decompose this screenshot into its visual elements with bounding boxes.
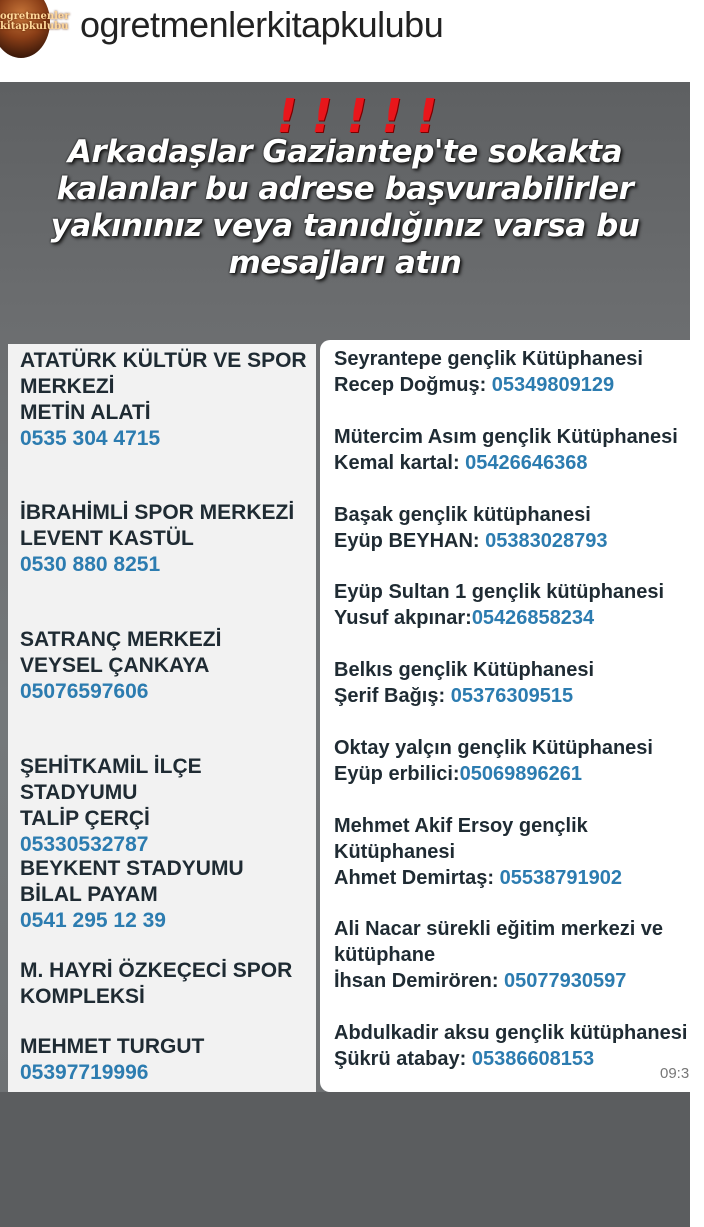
phone-number: 05349809129 (486, 374, 615, 396)
contact-name: VEYSEL ÇANKAYA (20, 654, 210, 677)
library-entry (334, 579, 704, 631)
contact-entry (20, 1034, 320, 1086)
contact-name: MEHMET TURGUT (20, 1035, 205, 1058)
library-name: Ali Nacar sürekli eğitim merkezi ve (334, 918, 664, 940)
left-contact-list (8, 344, 316, 1092)
contact-line (334, 528, 704, 554)
contact-line (334, 968, 704, 994)
phone-number: 05538791902 (494, 867, 622, 889)
phone-number: 0535 304 4715 (20, 427, 161, 450)
right-message-bubble (320, 340, 700, 1092)
post-header (0, 0, 690, 82)
contact-line (334, 450, 704, 476)
username-link[interactable]: ogretmenlerkitapkulubu (80, 4, 444, 45)
exclamation-mark: ! (276, 89, 298, 143)
library-entry (334, 424, 704, 476)
library-name: Mütercim Asım gençlik Kütüphanesi (334, 426, 678, 448)
headline-line: Arkadaşlar Gaziantep'te sokakta (67, 134, 623, 170)
library-entry (334, 657, 704, 709)
library-name: Abdulkadir aksu gençlik kütüphanesi (334, 1022, 688, 1044)
library-entry (334, 735, 704, 787)
library-name: Seyrantepe gençlik Kütüphanesi (334, 348, 643, 370)
phone-number: 05383028793 (479, 530, 608, 552)
phone-number: 05386608153 (466, 1048, 595, 1070)
library-name: Mehmet Akif Ersoy gençlik (334, 815, 588, 837)
library-entry (334, 916, 704, 994)
library-entry (334, 502, 704, 554)
phone-number: 05376309515 (445, 685, 574, 707)
contact-name: BİLAL PAYAM (20, 883, 158, 906)
contact-entry (20, 627, 320, 705)
library-name: kütüphane (334, 944, 436, 966)
contact-line (334, 372, 704, 398)
location-name: KOMPLEKSİ (20, 985, 145, 1008)
exclamation-mark: ! (416, 89, 438, 143)
library-entry (334, 813, 704, 891)
library-name: Eyüp Sultan 1 gençlik kütüphanesi (334, 581, 665, 603)
contact-name: Eyüp BEYHAN: (334, 530, 480, 552)
contact-name: Şükrü atabay: (334, 1048, 467, 1070)
contact-name: Ahmet Demirtaş: (334, 867, 495, 889)
library-name: Kütüphanesi (334, 841, 456, 863)
headline-line: mesajları atın (228, 245, 462, 281)
contact-name: Şerif Bağış: (334, 685, 446, 707)
bottom-background (0, 1092, 690, 1227)
avatar-logo-text: ogretmenler kitapkulubu (0, 11, 70, 32)
contact-name: Yusuf akpınar: (334, 607, 472, 629)
contact-name: Eyüp erbilici: (334, 763, 460, 785)
phone-number: 05077930597 (498, 970, 627, 992)
contact-entry (20, 754, 320, 858)
contact-name: TALİP ÇERÇİ (20, 807, 150, 830)
library-entry (334, 346, 704, 398)
library-entry (334, 1020, 704, 1072)
headline (20, 134, 670, 282)
phone-number: 05076597606 (20, 680, 149, 703)
contact-name: İhsan Demirören: (334, 970, 499, 992)
phone-number: 05397719996 (20, 1061, 149, 1084)
contact-line (334, 1046, 704, 1072)
contact-line (334, 761, 704, 787)
contact-entry (20, 348, 320, 452)
message-timestamp: 09:3 (660, 1065, 690, 1082)
phone-number: 05426646368 (459, 452, 588, 474)
contact-line (334, 683, 704, 709)
location-name: M. HAYRİ ÖZKEÇECİ SPOR (20, 959, 293, 982)
exclamation-marks (262, 89, 452, 143)
location-name: İBRAHİMLİ SPOR MERKEZİ (20, 501, 295, 524)
contact-line (334, 605, 704, 631)
phone-number: 05330532787 (20, 833, 149, 856)
exclamation-mark: ! (381, 89, 403, 143)
profile-avatar[interactable] (0, 0, 70, 58)
exclamation-mark: ! (311, 89, 333, 143)
location-name: BEYKENT STADYUMU (20, 857, 244, 880)
contact-name: Kemal kartal: (334, 452, 460, 474)
contact-entry (20, 856, 320, 934)
contact-name: METİN ALATİ (20, 401, 151, 424)
contact-line (334, 865, 704, 891)
phone-number: 0541 295 12 39 (20, 909, 166, 932)
library-name: Belkıs gençlik Kütüphanesi (334, 659, 595, 681)
location-name: MERKEZİ (20, 375, 115, 398)
contact-name: Recep Doğmuş: (334, 374, 487, 396)
contact-entry (20, 958, 320, 1010)
location-name: ATATÜRK KÜLTÜR VE SPOR (20, 349, 307, 372)
library-name: Başak gençlik kütüphanesi (334, 504, 591, 526)
location-name: ŞEHİTKAMİL İLÇE STADYUMU (20, 755, 202, 804)
library-name: Oktay yalçın gençlik Kütüphanesi (334, 737, 653, 759)
contact-name: LEVENT KASTÜL (20, 527, 194, 550)
contact-entry (20, 500, 320, 578)
location-name: SATRANÇ MERKEZİ (20, 628, 222, 651)
exclamation-mark: ! (346, 89, 368, 143)
phone-number: 05426858234 (471, 607, 595, 629)
headline-line: kalanlar bu adrese başvurabilirler (56, 171, 634, 207)
headline-line: yakınınız veya tanıdığınız varsa bu (50, 208, 640, 244)
post-image (0, 82, 690, 1227)
phone-number: 05069896261 (459, 763, 582, 785)
phone-number: 0530 880 8251 (20, 553, 161, 576)
